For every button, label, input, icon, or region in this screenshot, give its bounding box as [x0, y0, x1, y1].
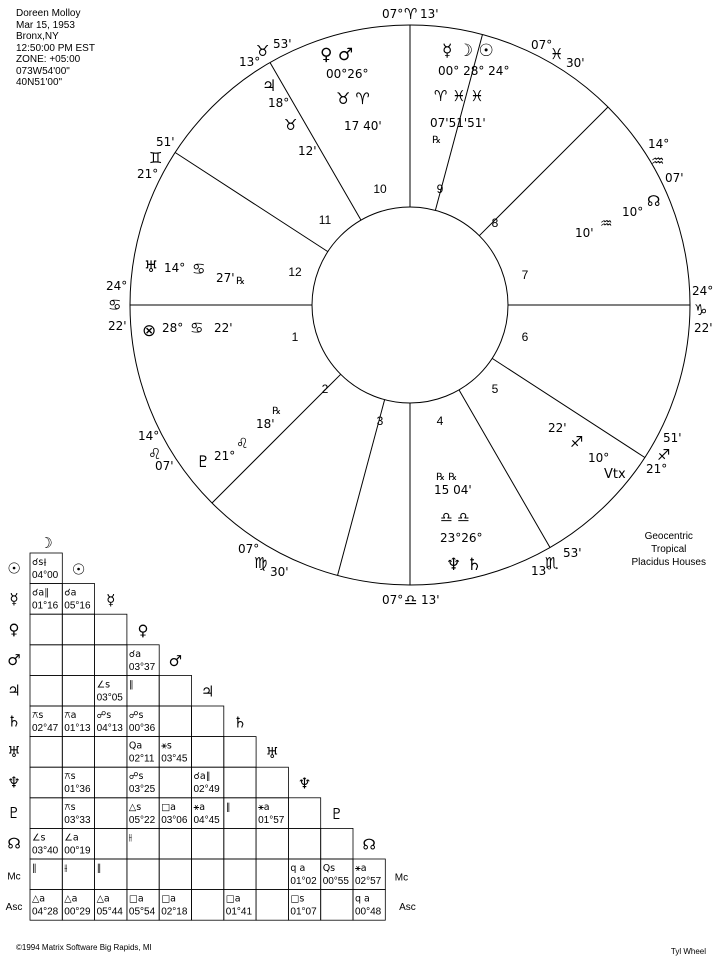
grid-cell	[256, 767, 288, 798]
grid-cell	[159, 706, 191, 737]
h8-cusp-deg: 14°	[648, 137, 670, 151]
grid-row-label: ☿	[9, 589, 19, 608]
h12-cusp-sign: ♊	[149, 149, 163, 167]
aspect-orb: 01°16	[32, 600, 59, 612]
grid-cell	[95, 737, 127, 768]
grid-row-label: ♄	[7, 712, 21, 731]
aspect-orb: 05°16	[64, 600, 91, 612]
aspect-orb: 02°11	[128, 753, 155, 765]
jupiter-sign: ♉	[284, 116, 298, 134]
cusp-line-11	[270, 63, 361, 221]
pluto-degree: 21°	[214, 449, 236, 463]
house-number-8: 8	[491, 216, 499, 230]
vertex-sign: ♐	[570, 433, 584, 451]
grid-cell	[30, 798, 62, 829]
grid-diagonal-label: ♄	[233, 713, 247, 732]
aspect-orb: 03°45	[161, 753, 188, 765]
h10-planets-minutes: 17 40'	[344, 119, 382, 133]
cusp-line-6	[492, 358, 645, 457]
h10-planets-glyphs: ♀ ♂	[320, 45, 354, 65]
mc-cusp-min: 13'	[420, 7, 439, 21]
h8-cusp-min: 07'	[665, 171, 684, 185]
h4-planets-glyphs: ♆ ♄	[446, 555, 482, 575]
h9-cusp-sign: ♓	[550, 45, 564, 63]
mc-cusp-sign: ♈	[404, 5, 418, 23]
aspect-symbol: ☌a∥	[32, 587, 49, 599]
aspect-symbol: ∥	[225, 801, 231, 813]
aspect-symbol: ⚹s	[161, 740, 172, 752]
h5-cusp-min: 53'	[563, 546, 582, 560]
aspect-symbol: ☍s	[128, 710, 144, 721]
node-minute: 10'	[575, 226, 594, 240]
aspect-orb: 04°13	[96, 723, 123, 734]
mc-cusp-deg: 07°	[382, 7, 404, 21]
grid-cell	[62, 675, 94, 706]
h9-cusp-deg: 07°	[531, 38, 553, 52]
aspect-symbol: q a	[290, 863, 306, 874]
h11-cusp-deg: 13°	[239, 55, 261, 69]
h3-cusp-sign: ♍	[254, 554, 268, 572]
grid-cell	[288, 798, 320, 829]
asc-cusp-sign: ♋	[108, 296, 122, 314]
grid-moon-label: ☽	[39, 534, 53, 552]
h3-cusp-min: 30'	[270, 565, 289, 579]
house-number-12: 12	[288, 265, 302, 279]
aspect-orb: 04°28	[32, 906, 59, 918]
pluto-sign: ♌	[236, 436, 249, 452]
house-numbers	[288, 182, 528, 428]
house-number-9: 9	[436, 182, 444, 196]
aspect-symbol: ⚻a	[64, 710, 77, 721]
cusp-line-12	[175, 153, 328, 252]
aspect-orb: 01°07	[290, 906, 317, 918]
aspect-symbol: ⫲	[128, 832, 132, 844]
aspect-symbol: ☍s	[128, 771, 144, 783]
house-number-11: 11	[318, 213, 332, 227]
h3-cusp-deg: 07°	[238, 542, 260, 556]
pluto-retrograde: ℞	[272, 406, 281, 417]
aspect-orb: 00°29	[64, 906, 91, 918]
grid-cell	[192, 890, 224, 921]
h6-cusp-deg: 21°	[646, 462, 668, 476]
h4-planets-degrees: 23°26°	[440, 531, 483, 545]
cusp-line-5	[459, 390, 550, 548]
aspect-orb: 03°05	[96, 692, 123, 704]
aspect-symbol: ☌a	[64, 587, 77, 599]
part-of-fortune-minute: 22'	[214, 321, 233, 335]
person-name: Doreen Molloy	[16, 8, 81, 19]
aspect-symbol: Qs	[322, 863, 336, 874]
grid-cell	[288, 828, 320, 859]
grid-cell	[159, 767, 191, 798]
h10-planets-signs: ♉ ♈	[336, 89, 370, 108]
h9-cusp-min: 30'	[566, 56, 585, 70]
grid-cell	[30, 675, 62, 706]
aspect-symbol: Qa	[128, 740, 143, 752]
grid-cell	[256, 859, 288, 890]
grid-cell	[192, 737, 224, 768]
grid-cell	[95, 614, 127, 645]
grid-row-label: ♆	[7, 773, 21, 792]
node-glyph: ☊	[647, 192, 661, 210]
aspect-symbol: ∥	[128, 679, 134, 691]
aspect-orb: 05°44	[96, 906, 123, 918]
uranus-glyph: ♅	[144, 257, 159, 276]
grid-row-label: ♀	[8, 620, 20, 639]
dsc-cusp-sign: ♑	[694, 301, 708, 319]
mercury-retrograde: ℞	[432, 135, 441, 146]
aspect-orb: 02°49	[193, 784, 220, 796]
aspect-symbol: □s	[290, 893, 305, 905]
chart-settings	[632, 530, 706, 569]
aspect-orb: 01°36	[64, 784, 91, 796]
birth-place: Bronx,NY	[16, 31, 59, 42]
grid-cell	[62, 737, 94, 768]
birth-date: Mar 15, 1953	[16, 19, 75, 31]
grid-diagonal-label: ☊	[362, 835, 376, 854]
grid-cell	[95, 828, 127, 859]
aspect-symbol: □a	[225, 893, 241, 905]
aspect-orb: 05°22	[128, 814, 156, 826]
jupiter-minute: 12'	[298, 144, 317, 158]
inner-circle	[312, 207, 508, 403]
h5-cusp-deg: 13°	[531, 564, 553, 578]
grid-cell	[256, 828, 288, 859]
grid-diagonal-label: ♇	[330, 805, 344, 824]
aspect-symbol: ☍s	[96, 710, 112, 721]
grid-cell	[95, 767, 127, 798]
grid-cell	[95, 645, 127, 676]
grid-cell	[256, 890, 288, 921]
grid-cell	[159, 675, 191, 706]
pluto-glyph: ♇	[196, 452, 211, 471]
aspect-grid	[6, 534, 416, 920]
pluto-minute: 18'	[256, 417, 275, 431]
h12-cusp-min: 51'	[156, 135, 175, 149]
grid-diagonal-label: ♆	[297, 774, 312, 793]
grid-diagonal-label: ♂	[168, 652, 183, 671]
birth-time: 12:50:00 PM EST	[16, 42, 95, 54]
house-number-2: 2	[321, 382, 329, 396]
uranus-sign: ♋	[192, 260, 206, 278]
h2-cusp-sign: ♌	[148, 445, 162, 463]
grid-cell	[30, 645, 62, 676]
h5-cusp-sign: ♏	[545, 554, 559, 572]
part-of-fortune-sign: ♋	[190, 319, 204, 337]
aspect-orb: 04°00	[32, 570, 59, 581]
aspect-symbol: ⫲	[64, 863, 68, 874]
grid-row-label: ♃	[7, 681, 21, 700]
uranus-minute: 27'	[216, 271, 235, 285]
aspect-symbol: ∥	[96, 863, 102, 874]
ic-cusp-deg: 07°	[382, 593, 404, 607]
vertex-minute: 22'	[548, 421, 567, 435]
cusp-line-8	[479, 107, 608, 236]
h9-planets-minutes: 07'51'51'	[430, 116, 486, 130]
h6-cusp-sign: ♐	[657, 446, 671, 464]
vertex-degree: 10°	[588, 451, 610, 465]
grid-cell	[30, 614, 62, 645]
aspect-symbol: ⚹a	[355, 863, 367, 874]
dsc-cusp-deg: 24°	[692, 284, 714, 298]
aspect-orb: 03°25	[128, 784, 156, 796]
zodiac-frame: Geocentric	[644, 531, 693, 542]
part-of-fortune-degree: 28°	[162, 321, 184, 335]
h8-cusp-sign: ♒	[651, 152, 665, 170]
aspect-orb: 01°57	[258, 814, 285, 826]
grid-row-label: ♅	[7, 742, 21, 761]
zodiac-type: Tropical	[651, 544, 687, 555]
aspect-orb: 02°57	[355, 876, 382, 887]
h2-cusp-deg: 14°	[138, 429, 160, 443]
grid-row-label: ♇	[7, 804, 21, 823]
grid-cell	[224, 828, 256, 859]
grid-cell	[321, 890, 353, 921]
aspect-orb: 04°45	[193, 814, 220, 826]
aspect-symbol: ∥	[32, 863, 37, 874]
grid-diagonal-label: ♅	[265, 743, 279, 762]
grid-diagonal-label: ☿	[106, 590, 116, 609]
uranus-degree: 14°	[164, 261, 186, 275]
aspect-orb: 01°02	[290, 876, 317, 887]
node-sign: ♒	[600, 216, 613, 232]
wheel-type: Tyl Wheel	[670, 947, 706, 956]
aspect-orb: 03°37	[128, 661, 156, 673]
grid-cell	[30, 767, 62, 798]
latitude: 40N51'00"	[16, 77, 63, 88]
house-number-10: 10	[373, 182, 387, 196]
house-number-7: 7	[521, 268, 529, 282]
aspect-symbol: ∠a	[64, 832, 79, 844]
grid-diagonal-label: Asc	[399, 901, 416, 913]
dsc-cusp-min: 22'	[694, 321, 713, 335]
aspect-symbol: △a	[32, 893, 46, 905]
aspect-orb: 00°19	[64, 845, 91, 857]
cusp-lines	[130, 25, 690, 585]
aspect-orb: 00°48	[355, 906, 382, 918]
grid-row-label: Mc	[7, 871, 21, 883]
h2-cusp-min: 07'	[155, 459, 174, 473]
grid-cell	[62, 614, 94, 645]
aspect-orb: 02°47	[32, 723, 59, 734]
asc-cusp-min: 22'	[108, 319, 127, 333]
uranus-retrograde: ℞	[236, 276, 245, 287]
grid-row-label: Asc	[5, 901, 23, 913]
grid-cell	[127, 859, 159, 890]
grid-cell	[224, 859, 256, 890]
house-system: Placidus Houses	[631, 557, 706, 568]
aspect-orb: 00°36	[128, 723, 156, 734]
h12-cusp-deg: 21°	[137, 167, 159, 181]
h4-planets-signs: ♎ ♎	[440, 510, 470, 526]
aspect-orb: 00°55	[322, 876, 349, 887]
jupiter-glyph: ♃	[262, 76, 277, 95]
h10-planets-degrees: 00°26°	[326, 67, 369, 81]
aspect-symbol: △a	[64, 893, 78, 905]
grid-cell	[192, 706, 224, 737]
grid-cell	[159, 828, 191, 859]
aspect-symbol: ∠s	[96, 679, 111, 691]
aspect-symbol: △s	[128, 801, 142, 813]
vertex-label: Vtx	[604, 467, 626, 482]
aspect-symbol: ⚻s	[32, 710, 44, 721]
h11-cusp-sign: ♉	[256, 42, 270, 60]
aspect-orb: 03°40	[32, 845, 59, 857]
grid-cell	[95, 798, 127, 829]
house-number-5: 5	[491, 382, 499, 396]
asc-cusp-deg: 24°	[106, 279, 128, 293]
grid-cell	[321, 828, 353, 859]
aspect-symbol: ☌s⫲	[32, 557, 47, 568]
house-number-6: 6	[521, 330, 529, 344]
grid-cell	[192, 828, 224, 859]
aspect-orb: 05°54	[128, 906, 156, 918]
aspect-orb: 03°33	[64, 814, 91, 826]
aspect-orb: 01°41	[225, 906, 253, 918]
longitude: 073W54'00"	[16, 65, 70, 77]
h9-planets-degrees: 00° 28° 24°	[438, 64, 510, 78]
aspect-symbol: △a	[96, 893, 110, 905]
h4-planets-minutes: 15 04'	[434, 483, 472, 497]
grid-cell	[224, 767, 256, 798]
grid-row-label: ☊	[7, 834, 21, 853]
h9-planets-glyphs: ☿ ☽ ☉	[442, 41, 494, 61]
aspect-symbol: ⚹a	[258, 801, 270, 813]
node-degree: 10°	[622, 205, 644, 219]
h11-cusp-min: 53'	[273, 37, 292, 51]
grid-diagonal-label: Mc	[394, 872, 409, 884]
copyright: ©1994 Matrix Software Big Rapids, MI	[16, 943, 152, 952]
ic-cusp-sign: ♎	[404, 591, 418, 609]
aspect-symbol: □a	[161, 893, 177, 905]
house-number-1: 1	[291, 330, 299, 344]
aspect-symbol: □a	[161, 801, 177, 813]
part-of-fortune-glyph: ⊗	[142, 321, 157, 341]
aspect-orb: 01°13	[64, 723, 91, 734]
aspect-symbol: ☌a	[128, 648, 142, 660]
grid-row-label: ☉	[7, 559, 21, 578]
aspect-symbol: ⚹a	[193, 801, 206, 813]
grid-diagonal-label: ♀	[137, 621, 149, 640]
aspect-symbol: □a	[128, 893, 144, 905]
grid-row-label: ♂	[7, 651, 21, 670]
house-number-4: 4	[436, 414, 444, 428]
grid-diagonal-label: ♃	[200, 682, 215, 701]
aspect-symbol: q a	[355, 893, 370, 905]
aspect-symbol: ∠s	[32, 832, 46, 844]
ic-cusp-min: 13'	[421, 593, 440, 607]
aspect-symbol: ⚻s	[64, 801, 76, 813]
wheel-structure	[130, 25, 690, 585]
grid-cell	[192, 859, 224, 890]
h9-planets-signs: ♈ ♓ ♓	[434, 87, 484, 105]
house-number-3: 3	[376, 414, 384, 428]
h4-retrograde-marks: ℞ ℞	[436, 472, 458, 483]
h6-cusp-min: 51'	[663, 431, 682, 445]
grid-diagonal-label: ☉	[71, 560, 86, 579]
grid-cell	[159, 859, 191, 890]
aspect-orb: 03°06	[161, 814, 188, 826]
grid-cell	[62, 645, 94, 676]
time-zone: ZONE: +05:00	[16, 54, 81, 65]
grid-cell	[224, 737, 256, 768]
aspect-orb: 02°18	[161, 906, 188, 918]
aspect-symbol: ⚻s	[64, 771, 76, 783]
jupiter-degree: 18°	[268, 96, 290, 110]
grid-cell	[30, 737, 62, 768]
aspect-symbol: ☌a∥	[193, 771, 211, 783]
